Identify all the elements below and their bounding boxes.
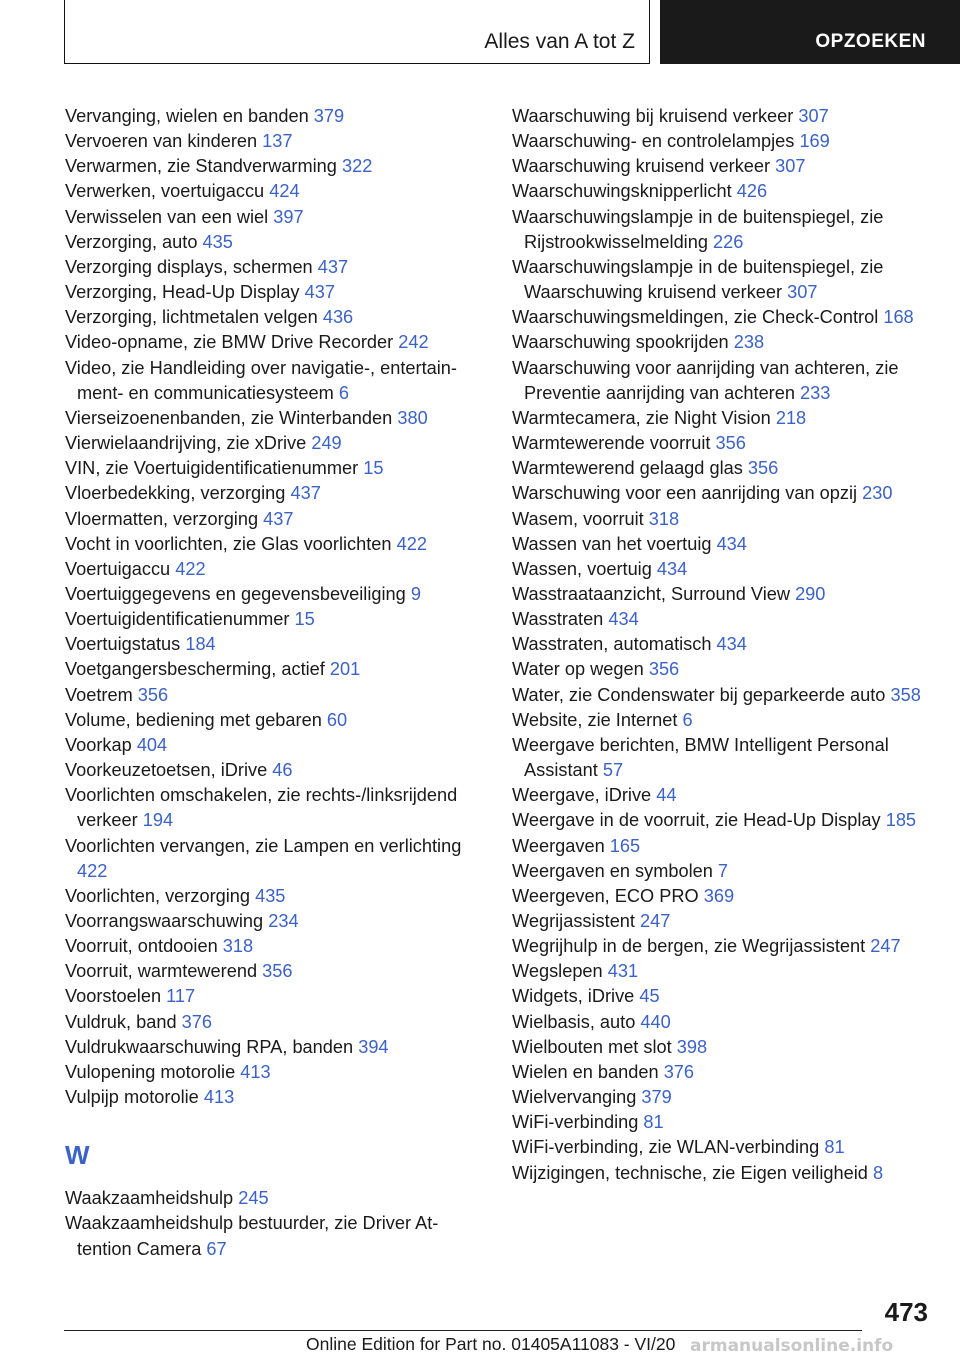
page-link[interactable]: 57 (602, 760, 624, 781)
index-entry (512, 708, 922, 733)
page-link[interactable]: 46 (272, 760, 293, 781)
index-entry (512, 1110, 922, 1135)
index-entry (65, 507, 485, 532)
index-entry (512, 884, 922, 909)
page-link[interactable]: 318 (222, 936, 254, 957)
index-term: Website, zie Internet (512, 709, 678, 730)
index-entry (512, 305, 922, 330)
index-entry (512, 330, 922, 355)
page-link[interactable]: 242 (398, 332, 429, 353)
index-entry (65, 1211, 485, 1261)
index-term: Waarschuwing kruisend verkeer (512, 156, 771, 177)
index-term: Video-opname, zie BMW Drive Recorder (65, 332, 394, 353)
index-entry (512, 1161, 922, 1186)
index-entry (512, 607, 922, 632)
index-term: Weergaven (512, 835, 605, 856)
page-link[interactable]: 81 (643, 1112, 664, 1133)
index-entry (65, 632, 485, 657)
page-link[interactable]: 290 (795, 583, 826, 604)
page-link[interactable]: 249 (311, 433, 342, 454)
index-term: Voertuiggegevens en gegevensbeveiliging (65, 583, 406, 604)
page-link[interactable]: 318 (648, 508, 680, 529)
index-term: Voorstoelen (65, 986, 162, 1007)
index-term: Wasstraataanzicht, Surround View (512, 583, 790, 604)
page-link[interactable]: 247 (640, 911, 671, 931)
page-link[interactable]: 201 (329, 659, 361, 680)
index-entry (512, 733, 922, 783)
index-term: Warmtewerend gelaagd glas (512, 458, 743, 479)
page-link[interactable]: 434 (608, 609, 639, 630)
index-entry (512, 1085, 922, 1110)
index-entry (65, 179, 485, 204)
page-link[interactable]: 60 (326, 709, 348, 730)
page-link[interactable]: 413 (240, 1061, 271, 1082)
index-term: WiFi-verbinding (512, 1112, 639, 1133)
page-link[interactable]: 307 (798, 106, 829, 126)
page-link[interactable]: 6 (338, 382, 349, 403)
page-link[interactable]: 238 (733, 332, 765, 353)
page-link[interactable]: 117 (166, 986, 196, 1007)
index-entry (512, 1035, 922, 1060)
index-entry (65, 255, 485, 280)
page-link[interactable]: 7 (717, 860, 729, 881)
page-link[interactable]: 247 (870, 936, 901, 957)
page-number: 473 (884, 1297, 928, 1327)
index-entry (512, 1010, 922, 1035)
index-term: Voertuigstatus (65, 634, 181, 655)
page-link[interactable]: 394 (358, 1036, 389, 1057)
index-term: Vierwielaandrijving, zie xDrive (65, 433, 307, 454)
index-entry (512, 532, 922, 557)
index-term: Wegrijhulp in de bergen, zie Wegrijassistent (512, 936, 866, 957)
index-entry (65, 783, 485, 833)
index-entry (512, 205, 922, 255)
index-list-right (512, 104, 922, 1186)
index-entry (65, 1060, 485, 1085)
page-link[interactable]: 437 (317, 256, 349, 277)
page-link[interactable]: 435 (255, 885, 286, 906)
page-link[interactable]: 424 (269, 181, 300, 202)
page-link[interactable]: 436 (322, 307, 354, 328)
index-entry (65, 406, 485, 431)
page-link[interactable]: 8 (872, 1162, 884, 1183)
page-link[interactable]: 358 (890, 684, 921, 705)
index-term: Verwarmen, zie Standverwarming (65, 156, 337, 177)
index-term: Waarschuwing bij kruisend verkeer (512, 106, 794, 126)
section-title: Alles van A tot Z (64, 0, 650, 64)
index-entry (512, 406, 922, 431)
index-entry (65, 356, 485, 406)
index-term: Weergaven en symbolen (512, 860, 713, 881)
page-link[interactable]: 194 (142, 810, 174, 831)
index-entry (512, 859, 922, 884)
index-term: Verzorging, lichtmetalen velgen (65, 307, 318, 328)
index-term: Weergave berichten, BMW Intelligent Personal Assistant (512, 734, 889, 781)
page-link[interactable]: 168 (883, 307, 914, 328)
page-link[interactable]: 356 (648, 659, 680, 680)
index-entry (512, 481, 922, 506)
index-term: VIN, zie Voertuigidentificatienummer (65, 458, 359, 479)
index-entry (65, 104, 485, 129)
index-entry (512, 456, 922, 481)
index-entry (512, 934, 922, 959)
index-term: Wielbouten met slot (512, 1036, 672, 1057)
page-link[interactable]: 233 (800, 382, 831, 403)
page-link[interactable]: 398 (676, 1036, 708, 1057)
index-entry (512, 179, 922, 204)
page-link[interactable]: 307 (787, 282, 818, 303)
page-link[interactable]: 9 (410, 583, 421, 604)
page-link[interactable]: 15 (363, 458, 384, 479)
page-link[interactable]: 234 (268, 911, 299, 931)
page-link[interactable]: 322 (341, 156, 373, 177)
index-term: Waarschuwingsmeldingen, zie Check-Control (512, 307, 879, 328)
index-term: Wegrijassistent (512, 911, 635, 931)
index-term: Vuldruk, band (65, 1011, 177, 1032)
index-term: Weergave, iDrive (512, 785, 652, 806)
index-entry (512, 657, 922, 682)
index-term: Voorruit, warmtewerend (65, 961, 258, 982)
page-link[interactable]: 422 (396, 533, 427, 554)
page-header (0, 0, 960, 66)
index-entry (65, 708, 485, 733)
page-link[interactable]: 44 (656, 785, 677, 806)
index-entry (65, 431, 485, 456)
page-link[interactable]: 185 (885, 810, 917, 831)
edition-text: Online Edition for Part no. 01405A11083 - VI/20 (306, 1334, 676, 1354)
index-entry (512, 808, 922, 833)
index-entry (65, 456, 485, 481)
index-entry (65, 733, 485, 758)
index-term: Voetgangersbescherming, actief (65, 659, 325, 680)
index-entry (65, 657, 485, 682)
index-term: Voorrangswaarschuwing (65, 911, 264, 931)
page-link[interactable]: 435 (202, 231, 233, 252)
page-link[interactable]: 356 (262, 961, 293, 982)
index-column-right (512, 104, 922, 1186)
index-entry (65, 1010, 485, 1035)
index-term: Voertuigidentificatienummer (65, 609, 290, 630)
index-term: Verzorging, auto (65, 231, 198, 252)
index-list-w (65, 1186, 485, 1261)
page-link[interactable]: 434 (716, 634, 747, 655)
index-term: Waarschuwing voor aanrijding van achteren, zie Preventie aanrijding van achteren (512, 357, 899, 403)
opzoeken-tab[interactable]: OPZOEKEN (660, 0, 960, 64)
page-link[interactable]: 431 (607, 961, 639, 982)
index-term: Vuldrukwaarschuwing RPA, banden (65, 1036, 354, 1057)
index-term: Volume, bediening met gebaren (65, 709, 322, 730)
index-entry (65, 205, 485, 230)
page-link[interactable]: 45 (639, 986, 660, 1007)
index-entry (65, 557, 485, 582)
page-link[interactable]: 397 (273, 206, 304, 227)
index-term: Water op wegen (512, 659, 644, 680)
index-entry (512, 1060, 922, 1085)
index-entry (512, 683, 922, 708)
index-entry (65, 582, 485, 607)
index-term: Waarschuwingslampje in de buitenspiegel, zie Waarschuwing kruisend verkeer (512, 256, 884, 303)
index-entry (65, 909, 485, 934)
index-entry (65, 1085, 485, 1110)
index-entry (512, 431, 922, 456)
footer-divider (64, 1330, 862, 1331)
page-link[interactable]: 422 (77, 860, 108, 881)
page-link[interactable]: 369 (703, 885, 735, 906)
page-link[interactable]: 356 (747, 458, 779, 479)
page-link[interactable]: 356 (715, 433, 746, 454)
index-entry (65, 607, 485, 632)
page-link[interactable]: 437 (290, 483, 321, 504)
index-term: Wielbasis, auto (512, 1011, 636, 1032)
index-term: Warschuwing voor een aanrijding van opzij (512, 483, 858, 504)
index-term: Waakzaamheidshulp bestuurder, zie Driver Attention Camera (65, 1213, 439, 1259)
index-term: Verwisselen van een wiel (65, 206, 269, 227)
index-term: Voorlichten omschakelen, zie rechts-/linksrijdend verkeer (65, 785, 458, 831)
index-term: Waarschuwing spookrijden (512, 332, 729, 353)
page-link[interactable]: 15 (294, 609, 315, 630)
index-entry (65, 959, 485, 984)
page-link[interactable]: 376 (663, 1061, 695, 1082)
index-term: Video, zie Handleiding over navigatie-, entertainment- en communicatiesysteem (65, 357, 457, 403)
index-entry (65, 481, 485, 506)
index-term: Voorruit, ontdooien (65, 936, 218, 957)
index-term: Vloerbedekking, verzorging (65, 483, 286, 504)
index-term: Wasstraten (512, 609, 604, 630)
index-entry (65, 330, 485, 355)
index-term: Voorlichten, verzorging (65, 885, 251, 906)
page-link[interactable]: 437 (263, 508, 294, 529)
index-term: Wasstraten, automatisch (512, 634, 712, 655)
index-entry (65, 934, 485, 959)
index-entry (512, 104, 922, 129)
page-link[interactable]: 137 (262, 131, 293, 152)
index-term: Waarschuwingsknipperlicht (512, 181, 732, 202)
index-entry (65, 683, 485, 708)
page-link[interactable]: 413 (203, 1087, 235, 1108)
index-entry (65, 129, 485, 154)
page-link[interactable]: 218 (775, 407, 807, 428)
index-term: Voorlichten vervangen, zie Lampen en verlichting (65, 835, 462, 856)
page-link[interactable]: 440 (640, 1011, 671, 1032)
index-term: Warmtecamera, zie Night Vision (512, 407, 771, 428)
index-entry (65, 984, 485, 1009)
index-entry (512, 834, 922, 859)
index-entry (65, 834, 485, 884)
page-link[interactable]: 434 (716, 533, 747, 554)
index-entry (512, 582, 922, 607)
index-entry (65, 154, 485, 179)
index-term: Waarschuwingslampje in de buitenspiegel, zie Rijstrookwisselmelding (512, 206, 884, 252)
index-term: Voertuigaccu (65, 558, 171, 579)
index-term: Waakzaamheidshulp (65, 1188, 234, 1209)
index-term: Vulopening motorolie (65, 1061, 236, 1082)
index-entry (512, 557, 922, 582)
index-term: Wasem, voorruit (512, 508, 644, 529)
index-entry (512, 129, 922, 154)
index-term: Waarschuwing- en controlelampjes (512, 131, 795, 152)
index-term: Weergave in de voorruit, zie Head-Up Display (512, 810, 881, 831)
page-link[interactable]: 307 (775, 156, 806, 177)
index-entry (512, 632, 922, 657)
watermark-logo: armanualsonline.info (690, 1336, 894, 1356)
index-term: Warmtewerende voorruit (512, 433, 711, 454)
index-term: Widgets, iDrive (512, 986, 635, 1007)
page-link[interactable]: 437 (304, 282, 335, 303)
page-link[interactable]: 434 (656, 558, 688, 579)
page-link[interactable]: 379 (313, 106, 345, 126)
index-term: Voetrem (65, 684, 133, 705)
index-term: Vierseizoenenbanden, zie Winterbanden (65, 407, 393, 428)
page-link[interactable]: 67 (206, 1238, 227, 1259)
index-term: Vocht in voorlichten, zie Glas voorlichten (65, 533, 392, 554)
page-link[interactable]: 245 (238, 1188, 269, 1209)
page-link[interactable]: 6 (682, 709, 693, 730)
section-letter: W (65, 1140, 90, 1171)
index-entry (65, 230, 485, 255)
index-term: Wassen van het voertuig (512, 533, 712, 554)
index-entry (65, 884, 485, 909)
page-link[interactable]: 230 (862, 483, 893, 504)
index-entry (65, 532, 485, 557)
index-entry (65, 280, 485, 305)
index-term: Vervanging, wielen en banden (65, 106, 309, 126)
index-term: Vervoeren van kinderen (65, 131, 258, 152)
index-entry (65, 1035, 485, 1060)
page-link[interactable]: 184 (185, 634, 216, 655)
page-link[interactable]: 380 (397, 407, 428, 428)
page-link[interactable]: 356 (137, 684, 169, 705)
index-term: Water, zie Condenswater bij geparkeerde auto (512, 684, 886, 705)
page-link[interactable]: 426 (736, 181, 768, 202)
index-term: Vulpijp motorolie (65, 1087, 199, 1108)
index-entry (512, 783, 922, 808)
index-entry (512, 154, 922, 179)
index-term: Verwerken, voertuigaccu (65, 181, 265, 202)
page-link[interactable]: 379 (641, 1087, 672, 1108)
index-term: Wielen en banden (512, 1061, 659, 1082)
index-term: Wegslepen (512, 961, 603, 982)
index-entry (512, 356, 922, 406)
index-entry (512, 1135, 922, 1160)
index-term: Wassen, voertuig (512, 558, 652, 579)
index-term: WiFi-verbinding, zie WLAN-verbinding (512, 1137, 820, 1158)
page-link[interactable]: 422 (175, 558, 206, 579)
index-entry (512, 984, 922, 1009)
page-link[interactable]: 226 (713, 231, 744, 252)
index-term: Vloermatten, verzorging (65, 508, 259, 529)
index-term: Verzorging, Head-Up Display (65, 282, 300, 303)
index-term: Verzorging displays, schermen (65, 256, 313, 277)
index-column-left (65, 104, 485, 1262)
index-entry (512, 959, 922, 984)
page-link[interactable]: 81 (824, 1137, 845, 1158)
index-entry (512, 507, 922, 532)
page-link[interactable]: 165 (609, 835, 641, 856)
index-list-left (65, 104, 485, 1110)
page-link[interactable]: 376 (181, 1011, 212, 1032)
index-entry (65, 305, 485, 330)
index-term: Wijzigingen, technische, zie Eigen veiligheid (512, 1162, 868, 1183)
index-term: Voorkap (65, 734, 132, 755)
index-term: Wielvervanging (512, 1087, 637, 1108)
index-entry (512, 255, 922, 305)
index-entry (512, 909, 922, 934)
index-entry (65, 1186, 485, 1211)
page-link[interactable]: 169 (799, 131, 830, 152)
page-link[interactable]: 404 (136, 734, 168, 755)
index-term: Weergeven, ECO PRO (512, 885, 699, 906)
index-entry (65, 758, 485, 783)
index-term: Voorkeuzetoetsen, iDrive (65, 760, 268, 781)
